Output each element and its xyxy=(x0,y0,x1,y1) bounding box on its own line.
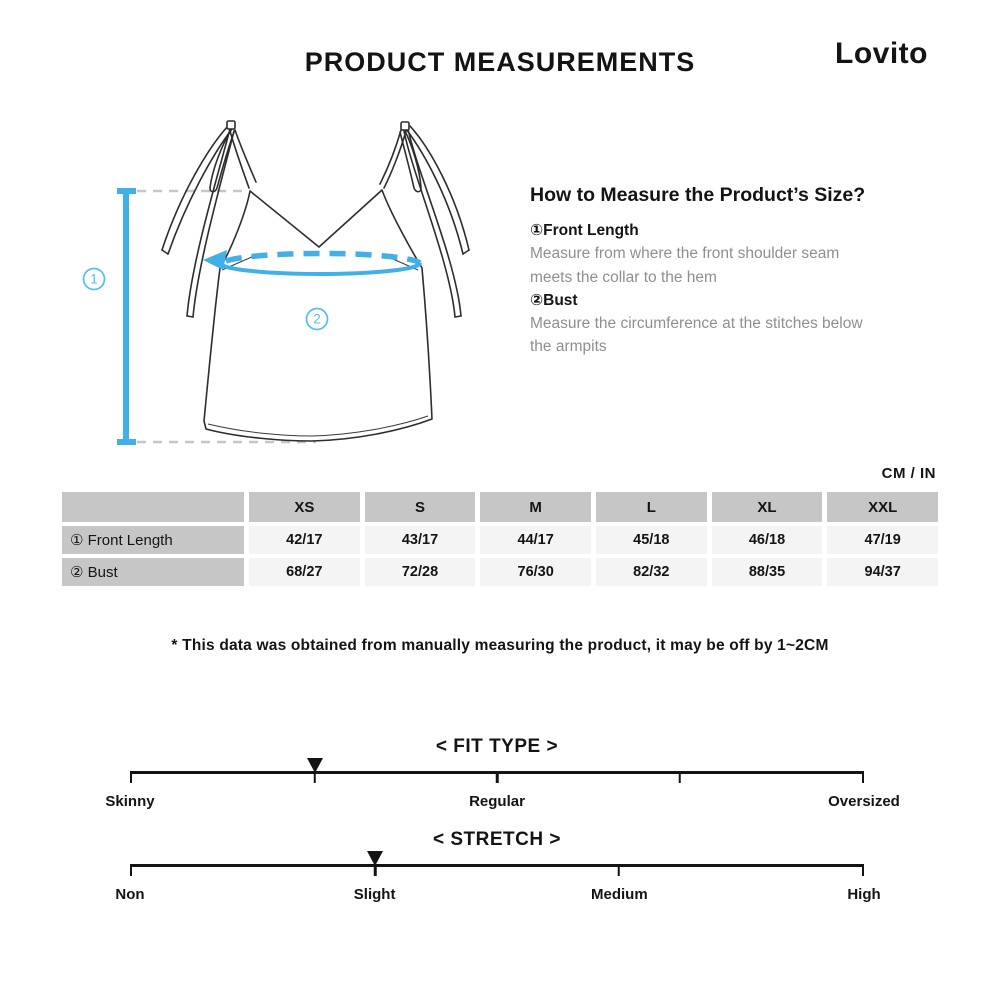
scale-tick xyxy=(374,867,377,876)
scale-stretch xyxy=(115,829,881,903)
howto-title: How to Measure the Product’s Size? xyxy=(530,184,866,206)
scale-marker-triangle-icon xyxy=(367,851,383,866)
scale-label: Regular xyxy=(469,793,525,810)
howto-item-label: ②Bust xyxy=(530,291,578,309)
circled-number: ② xyxy=(530,291,544,309)
howto-item-desc: Measure from where the front shoulder seam meets the collar to the hem xyxy=(530,245,840,286)
units-label: CM / IN xyxy=(881,465,936,482)
scale-marker-triangle-icon xyxy=(307,758,323,773)
svg-text:2: 2 xyxy=(313,311,321,327)
value-cell: 72/28 xyxy=(365,558,476,586)
measurements-table xyxy=(62,492,938,586)
howto-section xyxy=(530,184,882,359)
scale-label: Medium xyxy=(591,886,648,903)
scale-labels xyxy=(115,876,881,903)
circled-2-badge xyxy=(307,309,328,330)
scale-tick xyxy=(496,774,499,783)
size-header-cell: XXL xyxy=(827,492,938,522)
circled-number: ① xyxy=(530,222,544,239)
arrow-left-icon xyxy=(203,250,227,270)
size-header-cell: XL xyxy=(712,492,823,522)
scale-tick xyxy=(678,774,681,783)
scale-track xyxy=(130,771,864,783)
garment-diagram xyxy=(60,100,500,470)
scale-title: < FIT TYPE > xyxy=(435,736,559,757)
value-cell: 82/32 xyxy=(596,558,707,586)
page-title: PRODUCT MEASUREMENTS xyxy=(304,47,696,77)
svg-text:1: 1 xyxy=(90,271,98,287)
scale-label: Skinny xyxy=(105,793,155,810)
value-cell: 45/18 xyxy=(596,526,707,554)
scale-label: Non xyxy=(115,886,145,903)
row-label-cell: ① Front Length xyxy=(62,526,244,554)
size-header-cell: S xyxy=(365,492,476,522)
circled-1-badge xyxy=(84,269,105,290)
front-length-measure-line xyxy=(117,191,136,442)
scale-tick xyxy=(313,774,316,783)
value-cell: 76/30 xyxy=(480,558,591,586)
howto-item-bust xyxy=(530,289,882,359)
size-header-cell: M xyxy=(480,492,591,522)
scale-tick xyxy=(617,867,620,876)
scale-title: < STRETCH > xyxy=(433,829,561,850)
scale-label: Oversized xyxy=(828,793,900,810)
row-label-cell: ② Bust xyxy=(62,558,244,586)
howto-item-front-length xyxy=(530,219,882,289)
value-cell: 94/37 xyxy=(827,558,938,586)
scale-track xyxy=(130,864,864,876)
value-cell: 44/17 xyxy=(480,526,591,554)
value-cell: 47/19 xyxy=(827,526,938,554)
howto-item-desc: Measure the circumference at the stitches below the armpits xyxy=(530,315,863,356)
table-corner-cell xyxy=(62,492,244,522)
brand-logo: Lovito xyxy=(835,37,928,70)
scale-labels xyxy=(105,783,900,810)
value-cell: 88/35 xyxy=(712,558,823,586)
value-cell: 46/18 xyxy=(712,526,823,554)
size-header-cell: L xyxy=(596,492,707,522)
scale-label: High xyxy=(847,886,881,903)
value-cell: 43/17 xyxy=(365,526,476,554)
size-header-cell: XS xyxy=(249,492,360,522)
scale-label: Slight xyxy=(353,886,396,903)
value-cell: 68/27 xyxy=(249,558,360,586)
disclaimer-note: * This data was obtained from manually measuring the product, it may be off by 1~2CM xyxy=(171,637,829,654)
value-cell: 42/17 xyxy=(249,526,360,554)
scale-fit-type xyxy=(105,736,900,810)
howto-item-label: ①Front Length xyxy=(530,222,639,239)
